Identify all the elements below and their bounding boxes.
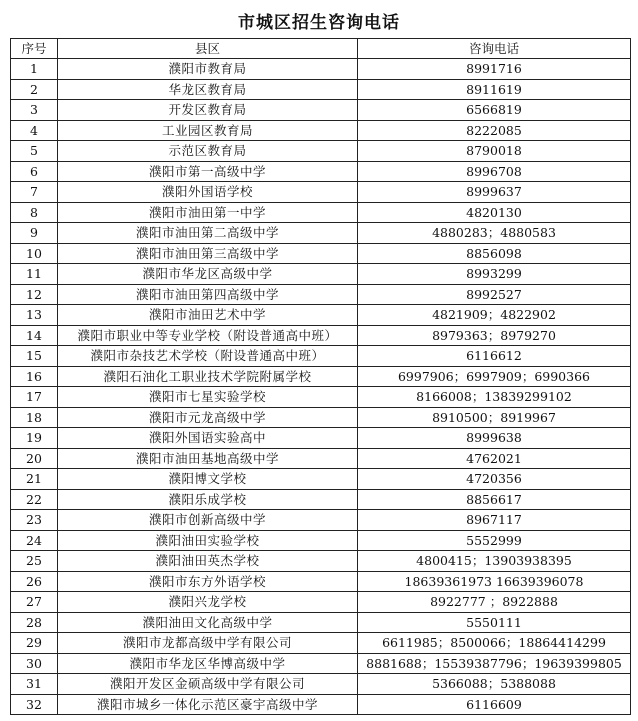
cell-name: 濮阳兴龙学校 (58, 592, 358, 613)
cell-name: 濮阳市创新高级中学 (58, 510, 358, 531)
cell-index: 10 (11, 243, 58, 264)
table-row (11, 674, 631, 695)
cell-name: 濮阳市七星实验学校 (58, 387, 358, 408)
cell-index: 9 (11, 223, 58, 244)
cell-phone: 8996708 (358, 161, 631, 182)
cell-phone: 6116612 (358, 346, 631, 367)
cell-phone: 5366088；5388088 (358, 674, 631, 695)
cell-phone: 8222085 (358, 120, 631, 141)
cell-name: 濮阳油田文化高级中学 (58, 612, 358, 633)
cell-index: 20 (11, 448, 58, 469)
table-row (11, 633, 631, 654)
cell-index: 25 (11, 551, 58, 572)
cell-name: 濮阳外国语学校 (58, 182, 358, 203)
cell-name: 濮阳博文学校 (58, 469, 358, 490)
cell-index: 2 (11, 79, 58, 100)
contact-table (10, 38, 631, 715)
table-row (11, 407, 631, 428)
cell-index: 5 (11, 141, 58, 162)
cell-index: 28 (11, 612, 58, 633)
cell-phone: 18639361973 16639396078 (358, 571, 631, 592)
cell-phone: 8922777 ；8922888 (358, 592, 631, 613)
cell-phone: 8856617 (358, 489, 631, 510)
table-row (11, 325, 631, 346)
cell-phone: 8166008；13839299102 (358, 387, 631, 408)
cell-index: 24 (11, 530, 58, 551)
table-row (11, 448, 631, 469)
cell-index: 29 (11, 633, 58, 654)
table-body (11, 59, 631, 715)
header-phone: 咨询电话 (358, 39, 631, 59)
cell-index: 17 (11, 387, 58, 408)
cell-index: 16 (11, 366, 58, 387)
cell-name: 濮阳市教育局 (58, 59, 358, 80)
cell-index: 15 (11, 346, 58, 367)
cell-phone: 8991716 (358, 59, 631, 80)
cell-index: 7 (11, 182, 58, 203)
table-row (11, 79, 631, 100)
cell-name: 濮阳石油化工职业技术学院附属学校 (58, 366, 358, 387)
cell-name: 濮阳市元龙高级中学 (58, 407, 358, 428)
cell-name: 濮阳乐成学校 (58, 489, 358, 510)
cell-name: 濮阳市杂技艺术学校（附设普通高中班） (58, 346, 358, 367)
cell-phone: 8911619 (358, 79, 631, 100)
cell-phone: 8967117 (358, 510, 631, 531)
cell-index: 18 (11, 407, 58, 428)
table-row (11, 161, 631, 182)
header-county: 县区 (58, 39, 358, 59)
table-row (11, 223, 631, 244)
table-row (11, 366, 631, 387)
table-row (11, 182, 631, 203)
cell-name: 濮阳市华龙区华博高级中学 (58, 653, 358, 674)
cell-index: 26 (11, 571, 58, 592)
cell-name: 濮阳市油田艺术中学 (58, 305, 358, 326)
cell-name: 濮阳市油田基地高级中学 (58, 448, 358, 469)
cell-index: 21 (11, 469, 58, 490)
cell-index: 3 (11, 100, 58, 121)
table-header-row (11, 39, 631, 59)
table-row (11, 346, 631, 367)
cell-name: 濮阳油田英杰学校 (58, 551, 358, 572)
cell-name: 濮阳市油田第一中学 (58, 202, 358, 223)
table-row (11, 571, 631, 592)
cell-phone: 8910500；8919967 (358, 407, 631, 428)
table-row (11, 551, 631, 572)
table-row (11, 489, 631, 510)
cell-index: 14 (11, 325, 58, 346)
cell-phone: 8999638 (358, 428, 631, 449)
cell-index: 22 (11, 489, 58, 510)
cell-index: 13 (11, 305, 58, 326)
cell-name: 濮阳市龙都高级中学有限公司 (58, 633, 358, 654)
cell-phone: 4762021 (358, 448, 631, 469)
cell-phone: 5552999 (358, 530, 631, 551)
table-row (11, 284, 631, 305)
cell-phone: 6116609 (358, 694, 631, 715)
cell-phone: 6997906；6997909；6990366 (358, 366, 631, 387)
table-row (11, 120, 631, 141)
cell-name: 开发区教育局 (58, 100, 358, 121)
cell-name: 濮阳市东方外语学校 (58, 571, 358, 592)
cell-name: 濮阳市油田第二高级中学 (58, 223, 358, 244)
table-row (11, 530, 631, 551)
cell-phone: 8992527 (358, 284, 631, 305)
cell-name: 华龙区教育局 (58, 79, 358, 100)
cell-index: 4 (11, 120, 58, 141)
table-row (11, 305, 631, 326)
cell-index: 12 (11, 284, 58, 305)
cell-name: 濮阳市职业中等专业学校（附设普通高中班） (58, 325, 358, 346)
table-row (11, 202, 631, 223)
cell-phone: 8790018 (358, 141, 631, 162)
cell-index: 6 (11, 161, 58, 182)
cell-name: 濮阳外国语实验高中 (58, 428, 358, 449)
cell-index: 8 (11, 202, 58, 223)
cell-index: 23 (11, 510, 58, 531)
cell-index: 30 (11, 653, 58, 674)
cell-name: 濮阳市城乡一体化示范区豪宇高级中学 (58, 694, 358, 715)
table-row (11, 612, 631, 633)
table-row (11, 59, 631, 80)
cell-phone: 4720356 (358, 469, 631, 490)
cell-phone: 4800415；13903938395 (358, 551, 631, 572)
cell-phone: 8979363；8979270 (358, 325, 631, 346)
table-row (11, 428, 631, 449)
table-row (11, 469, 631, 490)
table-row (11, 592, 631, 613)
cell-phone: 8993299 (358, 264, 631, 285)
cell-index: 19 (11, 428, 58, 449)
header-index: 序号 (11, 39, 58, 59)
table-row (11, 510, 631, 531)
cell-name: 濮阳市油田第四高级中学 (58, 284, 358, 305)
cell-phone: 6611985；8500066；18864414299 (358, 633, 631, 654)
cell-index: 1 (11, 59, 58, 80)
cell-index: 32 (11, 694, 58, 715)
cell-name: 濮阳市第一高级中学 (58, 161, 358, 182)
table-row (11, 387, 631, 408)
cell-index: 11 (11, 264, 58, 285)
cell-phone: 6566819 (358, 100, 631, 121)
page-title: 市城区招生咨询电话 (238, 13, 400, 33)
table-row (11, 100, 631, 121)
cell-phone: 4880283；4880583 (358, 223, 631, 244)
cell-name: 濮阳市华龙区高级中学 (58, 264, 358, 285)
cell-phone: 8856098 (358, 243, 631, 264)
cell-phone: 8881688；15539387796；19639399805 (358, 653, 631, 674)
cell-index: 27 (11, 592, 58, 613)
table-row (11, 653, 631, 674)
table-row (11, 264, 631, 285)
cell-phone: 5550111 (358, 612, 631, 633)
cell-index: 31 (11, 674, 58, 695)
cell-name: 濮阳开发区金硕高级中学有限公司 (58, 674, 358, 695)
cell-name: 工业园区教育局 (58, 120, 358, 141)
cell-phone: 8999637 (358, 182, 631, 203)
table-row (11, 141, 631, 162)
table-row (11, 243, 631, 264)
cell-name: 示范区教育局 (58, 141, 358, 162)
cell-phone: 4821909；4822902 (358, 305, 631, 326)
cell-phone: 4820130 (358, 202, 631, 223)
table-row (11, 694, 631, 715)
cell-name: 濮阳市油田第三高级中学 (58, 243, 358, 264)
cell-name: 濮阳油田实验学校 (58, 530, 358, 551)
